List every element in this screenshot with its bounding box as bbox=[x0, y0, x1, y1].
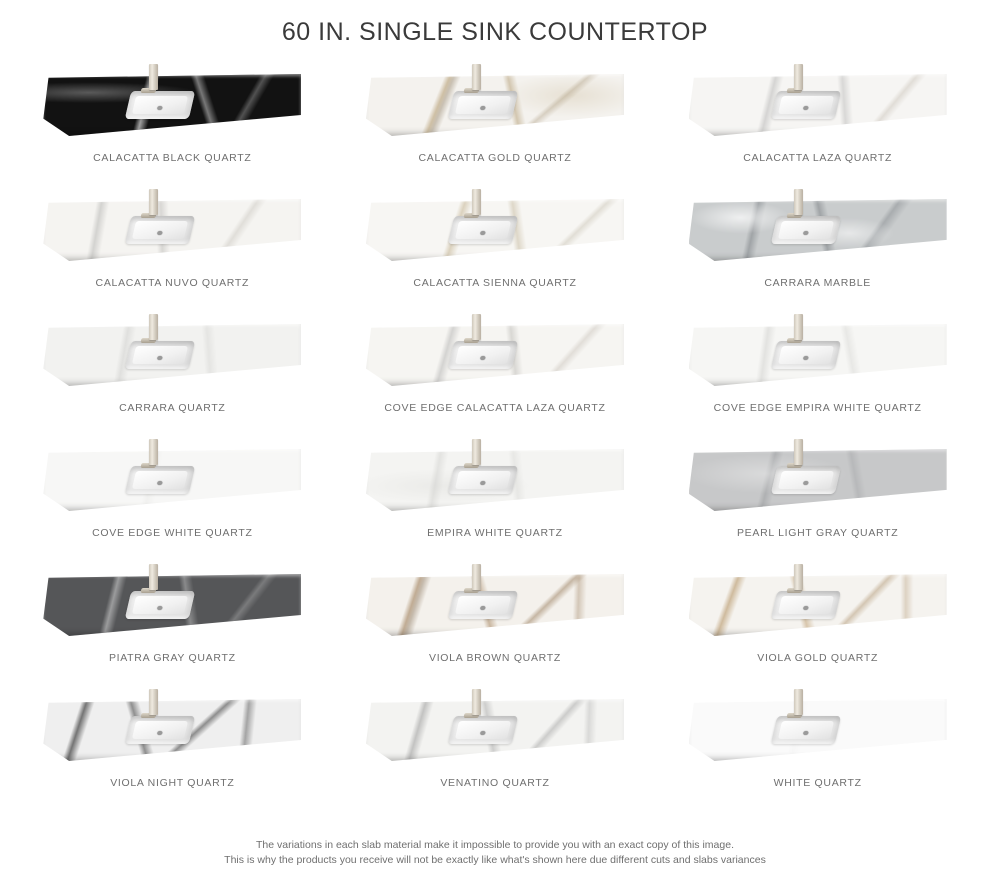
sink-inner bbox=[455, 346, 511, 364]
product-label: CALACATTA BLACK QUARTZ bbox=[93, 152, 252, 164]
faucet-icon bbox=[149, 189, 158, 215]
product-label: CARRARA QUARTZ bbox=[119, 402, 226, 414]
drain-icon bbox=[480, 606, 486, 610]
product-cell[interactable] bbox=[659, 307, 976, 432]
sink-basin bbox=[771, 91, 841, 119]
product-cell[interactable] bbox=[14, 682, 331, 807]
faucet-icon bbox=[149, 689, 158, 715]
product-cell[interactable] bbox=[14, 557, 331, 682]
sink-basin bbox=[125, 341, 195, 369]
drain-icon bbox=[158, 106, 164, 110]
sink-inner bbox=[778, 221, 834, 239]
sink-inner bbox=[132, 96, 188, 114]
product-label: CALACATTA NUVO QUARTZ bbox=[95, 277, 250, 289]
countertop-render bbox=[689, 558, 947, 648]
sink-inner bbox=[132, 721, 188, 739]
countertop-image[interactable] bbox=[365, 432, 625, 524]
countertop-image[interactable] bbox=[42, 432, 302, 524]
drain-icon bbox=[803, 481, 809, 485]
faucet-icon bbox=[472, 439, 481, 465]
drain-icon bbox=[803, 356, 809, 360]
drain-icon bbox=[158, 356, 164, 360]
countertop-render bbox=[366, 558, 624, 648]
product-label: CARRARA MARBLE bbox=[764, 277, 871, 289]
sink-inner bbox=[132, 471, 188, 489]
sink-inner bbox=[455, 721, 511, 739]
product-cell[interactable] bbox=[337, 557, 654, 682]
sink-inner bbox=[778, 96, 834, 114]
product-cell[interactable] bbox=[337, 682, 654, 807]
product-cell[interactable] bbox=[14, 307, 331, 432]
drain-icon bbox=[480, 731, 486, 735]
countertop-render bbox=[43, 683, 301, 773]
product-cell[interactable] bbox=[659, 557, 976, 682]
product-label: COVE EDGE EMPIRA WHITE QUARTZ bbox=[713, 402, 922, 414]
sink-basin bbox=[448, 91, 518, 119]
faucet-icon bbox=[794, 439, 803, 465]
drain-icon bbox=[158, 231, 164, 235]
faucet-icon bbox=[794, 314, 803, 340]
sink-basin bbox=[448, 216, 518, 244]
countertop-render bbox=[366, 58, 624, 148]
sink-basin bbox=[125, 466, 195, 494]
faucet-icon bbox=[472, 564, 481, 590]
sink-basin bbox=[125, 591, 195, 619]
countertop-image[interactable] bbox=[688, 682, 948, 774]
drain-icon bbox=[803, 606, 809, 610]
countertop-render bbox=[43, 183, 301, 273]
countertop-image[interactable] bbox=[42, 182, 302, 274]
drain-icon bbox=[480, 231, 486, 235]
sink-inner bbox=[132, 596, 188, 614]
sink-basin bbox=[771, 591, 841, 619]
footer-line-1: The variations in each slab material make it impossible to provide you with an exact copy of this image. bbox=[256, 838, 734, 851]
product-label: EMPIRA WHITE QUARTZ bbox=[427, 527, 563, 539]
sink-basin bbox=[771, 216, 841, 244]
countertop-render bbox=[43, 58, 301, 148]
sink-basin bbox=[125, 91, 195, 119]
drain-icon bbox=[480, 481, 486, 485]
countertop-render bbox=[43, 433, 301, 523]
drain-icon bbox=[803, 231, 809, 235]
countertop-render bbox=[366, 683, 624, 773]
countertop-image[interactable] bbox=[365, 57, 625, 149]
countertop-image[interactable] bbox=[688, 557, 948, 649]
product-cell[interactable] bbox=[659, 57, 976, 182]
sink-inner bbox=[455, 96, 511, 114]
product-grid bbox=[0, 57, 990, 807]
countertop-render bbox=[689, 683, 947, 773]
product-label: VIOLA NIGHT QUARTZ bbox=[110, 777, 235, 789]
product-label: WHITE QUARTZ bbox=[773, 777, 862, 789]
countertop-image[interactable] bbox=[42, 557, 302, 649]
sink-inner bbox=[132, 221, 188, 239]
sink-basin bbox=[448, 591, 518, 619]
product-cell[interactable] bbox=[337, 57, 654, 182]
product-label: COVE EDGE WHITE QUARTZ bbox=[92, 527, 253, 539]
drain-icon bbox=[803, 731, 809, 735]
product-label: PIATRA GRAY QUARTZ bbox=[108, 652, 236, 664]
product-cell[interactable] bbox=[659, 682, 976, 807]
sink-inner bbox=[778, 721, 834, 739]
sink-inner bbox=[132, 346, 188, 364]
product-cell[interactable] bbox=[337, 182, 654, 307]
sink-basin bbox=[771, 716, 841, 744]
countertop-render bbox=[43, 308, 301, 398]
sink-inner bbox=[778, 596, 834, 614]
countertop-image[interactable] bbox=[365, 182, 625, 274]
page-title: 60 IN. SINGLE SINK COUNTERTOP bbox=[281, 18, 709, 46]
product-cell[interactable] bbox=[14, 432, 331, 557]
countertop-image[interactable] bbox=[42, 57, 302, 149]
drain-icon bbox=[803, 106, 809, 110]
drain-icon bbox=[158, 606, 164, 610]
sink-basin bbox=[448, 341, 518, 369]
sink-basin bbox=[125, 216, 195, 244]
drain-icon bbox=[480, 106, 486, 110]
product-cell[interactable] bbox=[659, 182, 976, 307]
sink-inner bbox=[455, 471, 511, 489]
faucet-icon bbox=[472, 689, 481, 715]
countertop-render bbox=[366, 183, 624, 273]
countertop-image[interactable] bbox=[688, 182, 948, 274]
sink-basin bbox=[771, 466, 841, 494]
countertop-image[interactable] bbox=[688, 432, 948, 524]
product-cell[interactable] bbox=[14, 57, 331, 182]
product-cell[interactable] bbox=[14, 182, 331, 307]
countertop-image[interactable] bbox=[365, 682, 625, 774]
drain-icon bbox=[480, 356, 486, 360]
drain-icon bbox=[158, 731, 164, 735]
countertop-render bbox=[366, 433, 624, 523]
faucet-icon bbox=[794, 64, 803, 90]
countertop-render bbox=[366, 308, 624, 398]
product-label: PEARL LIGHT GRAY QUARTZ bbox=[736, 527, 899, 539]
sink-basin bbox=[448, 466, 518, 494]
faucet-icon bbox=[472, 189, 481, 215]
countertop-image[interactable] bbox=[688, 307, 948, 399]
countertop-render bbox=[689, 183, 947, 273]
countertop-render bbox=[43, 558, 301, 648]
countertop-image[interactable] bbox=[42, 307, 302, 399]
countertop-render bbox=[689, 308, 947, 398]
drain-icon bbox=[158, 481, 164, 485]
footer-line-2: This is why the products you receive will not be exactly like what's shown here due different cuts and slabs variances bbox=[224, 853, 766, 866]
product-label: COVE EDGE CALACATTA LAZA QUARTZ bbox=[384, 402, 606, 414]
product-label: VIOLA BROWN QUARTZ bbox=[428, 652, 561, 664]
product-label: VENATINO QUARTZ bbox=[440, 777, 550, 789]
countertop-image[interactable] bbox=[688, 57, 948, 149]
product-cell[interactable] bbox=[659, 432, 976, 557]
faucet-icon bbox=[794, 564, 803, 590]
product-cell[interactable] bbox=[337, 432, 654, 557]
product-cell[interactable] bbox=[337, 307, 654, 432]
countertop-image[interactable] bbox=[42, 682, 302, 774]
faucet-icon bbox=[149, 564, 158, 590]
product-label: CALACATTA LAZA QUARTZ bbox=[743, 152, 893, 164]
sink-inner bbox=[455, 596, 511, 614]
sink-basin bbox=[125, 716, 195, 744]
countertop-render bbox=[689, 58, 947, 148]
footer-disclaimer bbox=[0, 838, 990, 868]
product-label: CALACATTA SIENNA QUARTZ bbox=[413, 277, 577, 289]
faucet-icon bbox=[149, 314, 158, 340]
faucet-icon bbox=[149, 64, 158, 90]
sink-inner bbox=[455, 221, 511, 239]
faucet-icon bbox=[472, 64, 481, 90]
countertop-render bbox=[689, 433, 947, 523]
sink-inner bbox=[778, 471, 834, 489]
product-label: CALACATTA GOLD QUARTZ bbox=[418, 152, 572, 164]
product-label: VIOLA GOLD QUARTZ bbox=[757, 652, 879, 664]
sink-inner bbox=[778, 346, 834, 364]
sink-basin bbox=[448, 716, 518, 744]
sink-basin bbox=[771, 341, 841, 369]
countertop-image[interactable] bbox=[365, 557, 625, 649]
faucet-icon bbox=[149, 439, 158, 465]
faucet-icon bbox=[794, 689, 803, 715]
faucet-icon bbox=[472, 314, 481, 340]
faucet-icon bbox=[794, 189, 803, 215]
countertop-image[interactable] bbox=[365, 307, 625, 399]
